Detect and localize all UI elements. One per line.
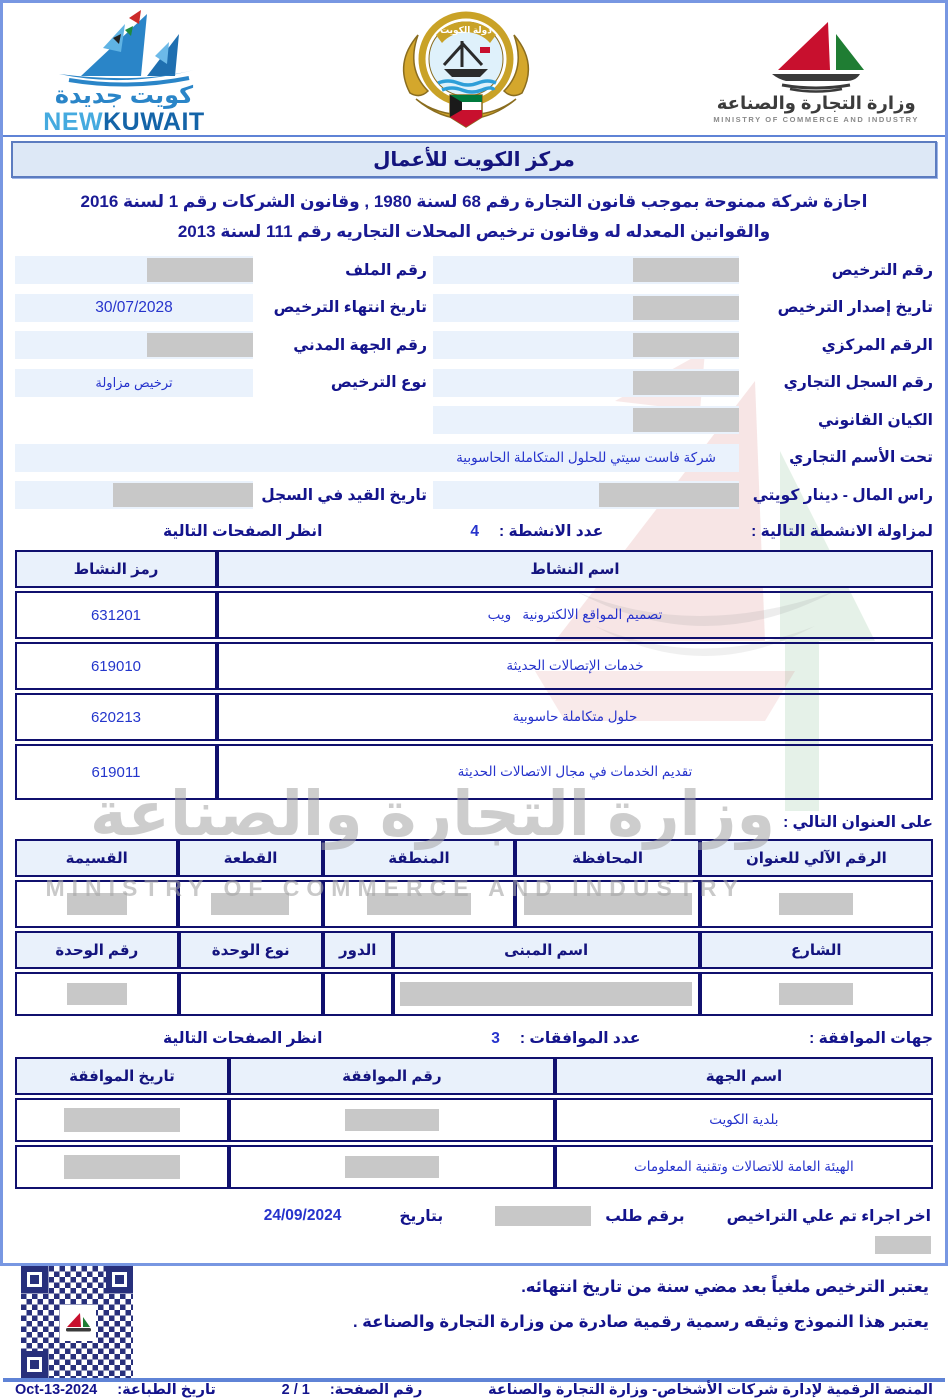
row-dates [15,294,933,322]
redaction-box [524,893,692,915]
building-name-value [393,972,700,1016]
approvals-table [15,1054,933,1192]
block-header: القطعة [178,839,322,877]
license-number-field [433,256,739,284]
block-value [178,880,322,928]
address-header-row-1 [15,839,933,877]
redaction-box [599,483,739,507]
kuwait-state-emblem [392,7,540,135]
print-date-label: تاريخ الطباعة: [117,1382,216,1398]
redaction-box [147,258,253,282]
activity-code: 619010 [15,642,217,690]
license-number-label: رقم الترخيص [831,261,933,279]
row-legal-entity [15,406,933,434]
activities-table [15,547,933,803]
activities-see-pages: انظر الصفحات التالية [163,523,323,540]
row-trade-name [15,444,933,472]
redaction-box [67,983,127,1005]
row-central-civil [15,331,933,359]
building-name-header: اسم المبنى [393,931,700,969]
approvals-title: جهات الموافقة : [809,1030,933,1047]
approval-entity-header: اسم الجهة [555,1057,933,1095]
newkuwait-english-label [43,107,205,136]
qr-code [21,1266,133,1378]
redaction-box [779,983,853,1005]
activities-header-row [15,550,933,588]
kuwait-emblem-icon [392,7,540,135]
table-row [15,1098,933,1142]
activities-intro-label: لمزاولة الانشطة التالية : [751,523,933,540]
commercial-register-label: رقم السجل التجاري [783,374,933,391]
last-action-line [17,1206,931,1226]
page-title: مركز الكويت للأعمال [11,141,937,178]
area-value [323,880,516,928]
street-header: الشارع [700,931,933,969]
commercial-register-field [433,369,739,397]
approval-date-header: تاريخ الموافقة [15,1057,229,1095]
watermark-arabic-text: وزارة التجارة والصناعة [89,780,775,849]
approvals-see-pages: انظر الصفحات التالية [163,1030,323,1047]
page-number-label: رقم الصفحة: [329,1382,423,1398]
qr-finder-icon [21,1266,48,1293]
row-capital-registry [15,481,933,509]
expiry-date-value: 30/07/2028 [95,298,173,316]
last-action-date-label: بتاريخ [399,1207,444,1225]
approval-number-value [229,1145,555,1189]
unit-number-header: رقم الوحدة [15,931,179,969]
activity-name: تصميم المواقع الالكترونية ويب [217,591,933,639]
approval-number-header: رقم الموافقة [229,1057,555,1095]
newkuwait-kuwait-text: KUWAIT [103,107,205,136]
table-row [15,642,933,690]
redaction-box [633,408,739,432]
capital-field [433,481,739,509]
redaction-box [367,893,471,915]
qr-finder-icon [21,1351,48,1378]
table-row [15,693,933,741]
document-header [3,3,945,135]
address-auto-number-value [700,880,933,928]
civil-number-field [15,331,253,359]
redaction-box [64,1155,180,1179]
activities-count-value: 4 [470,522,479,540]
emblem-country-text: دولة الكويت [440,25,493,35]
newkuwait-logo [29,8,219,135]
unit-number-value [15,972,179,1016]
address-title: على العنوان التالي : [783,814,933,831]
footer-page-group [282,1382,423,1398]
approval-date-value [15,1098,229,1142]
table-row [15,1145,933,1189]
approval-entity-name: بلدية الكويت [555,1098,933,1142]
redaction-box [67,893,127,915]
activity-code: 631201 [15,591,217,639]
license-type-label: نوع الترخيص [330,374,427,391]
central-number-field [433,331,739,359]
table-row [15,744,933,800]
approvals-count-group [491,1029,640,1048]
activity-code: 620213 [15,693,217,741]
trade-name-value: شركة فاست سيتي للحلول المتكاملة الحاسوبية [456,449,716,465]
document-body [3,181,945,1378]
approval-date-value [15,1145,229,1189]
parcel-header: القسيمة [15,839,178,877]
legal-intro-line-1: اجازة شركة ممنوحة بموجب قانون التجارة رقم 68 لسنة 1980 , وقانون الشركات رقم 1 لسنة 2016 [80,192,868,211]
activity-name: خدمات الإتصالات الحديثة [217,642,933,690]
table-row [15,880,933,928]
ministry-logo [713,18,919,124]
row-register-type [15,369,933,397]
note-line-2: يعتبر هذا النموذج وثيقه رسمية رقمية صادرة من وزارة التجارة والصناعة . [353,1313,929,1332]
redaction-box [64,1108,180,1132]
table-row [15,591,933,639]
redaction-box [495,1206,591,1226]
legal-intro [15,187,933,247]
activities-intro-line [15,522,933,541]
activity-name-header: اسم النشاط [217,550,933,588]
activities-count-label: عدد الانشطة : [498,523,604,540]
notes-section [15,1256,933,1378]
license-type-field [15,369,253,397]
file-number-field [15,256,253,284]
parcel-value [15,880,178,928]
capital-label: راس المال - دينار كويتي [752,486,933,504]
unit-type-header: نوع الوحدة [179,931,323,969]
print-date-value: 2024-Oct-13 [15,1382,98,1398]
request-number-label: برقم طلب [605,1207,685,1225]
trade-name-field [15,444,739,472]
redaction-box [633,333,739,357]
footer-bar [3,1380,945,1398]
approval-entity-name: الهيئة العامة للاتصالات وتقنية المعلومات [555,1145,933,1189]
legal-intro-line-2: والقوانين المعدله له وقانون ترخيص المحلات التجاريه رقم 111 لسنة 2013 [177,221,771,241]
redaction-box [345,1109,439,1131]
unit-type-value [179,972,323,1016]
title-bar-wrap [3,137,945,181]
area-header: المنطقة [323,839,516,877]
approvals-count-value: 3 [491,1029,500,1047]
file-number-label: رقم الملف [345,261,427,279]
redaction-box [875,1236,931,1254]
qr-center-logo-icon [60,1305,96,1341]
governorate-value [515,880,700,928]
expiry-date-field [15,294,253,322]
activity-code: 619011 [15,744,217,800]
approvals-count-label: عدد الموافقات : [519,1030,641,1047]
legal-entity-field [433,406,739,434]
approvals-intro-line [15,1029,933,1048]
central-number-label: الرقم المركزي [821,336,933,354]
floor-header: الدور [323,931,393,969]
address-auto-number-header: الرقم الآلي للعنوان [700,839,933,877]
approval-number-value [229,1098,555,1142]
row-license-number [15,256,933,284]
civil-number-label: رقم الجهة المدني [293,336,427,354]
governorate-header: المحافظة [515,839,700,877]
table-row [15,972,933,1016]
page-number-value: 1 / 2 [281,1382,310,1398]
floor-value [323,972,393,1016]
registry-date-label: تاريخ القيد في السجل [261,486,427,504]
activities-count-group [470,522,603,541]
redaction-box [633,371,739,395]
redaction-box [779,893,853,915]
last-action-prefix: اخر اجراء تم علي التراخيص [726,1207,931,1225]
notes-text [143,1256,933,1341]
activity-name: حلول متكاملة حاسوبية [217,693,933,741]
ministry-english-label: MINISTRY OF COMMERCE AND INDUSTRY [713,115,919,125]
license-type-value: ترخيص مزاولة [95,374,173,390]
redaction-box [400,982,692,1006]
note-line-1: يعتبر الترخيص ملغياً بعد مضي سنة من تاريخ انتهائه. [521,1278,929,1296]
approvals-header-row [15,1057,933,1095]
redaction-box [633,296,739,320]
issue-date-label: تاريخ إصدار الترخيص [777,299,933,316]
newkuwait-arabic-label: كويت جديدة [54,81,194,109]
redaction-box [147,333,253,357]
registry-date-field [15,481,253,509]
address-header-row-2 [15,931,933,969]
footer-platform-text: المنصة الرقمية لإدارة شركات الأشخاص- وزارة التجارة والصناعة [488,1382,933,1398]
redaction-box [113,483,253,507]
ministry-arabic-label: وزارة التجارة والصناعة [716,93,916,114]
activity-code-header: رمز النشاط [15,550,217,588]
issue-date-field [433,294,739,322]
activity-name: تقديم الخدمات في مجال الاتصالات الحديثة [217,744,933,800]
redaction-box [633,258,739,282]
address-table-1 [15,836,933,931]
footer-print-group [15,1382,216,1398]
street-value [700,972,933,1016]
last-action-date-value: 24/09/2024 [263,1207,342,1224]
qr-finder-icon [106,1266,133,1293]
trade-name-label: تحت الأسم التجاري [789,449,933,466]
ministry-dhow-icon [736,18,896,90]
expiry-date-label: تاريخ انتهاء الترخيص [273,299,427,316]
redaction-box [211,893,289,915]
newkuwait-sail-icon [29,8,219,82]
address-table-2 [15,928,933,1019]
legal-entity-label: الكيان القانوني [818,411,933,429]
redaction-box [345,1156,439,1178]
watermark-english-text: MINISTRY OF COMMERCE AND INDUSTRY [45,875,745,901]
newkuwait-new-text: NEW [43,107,104,136]
